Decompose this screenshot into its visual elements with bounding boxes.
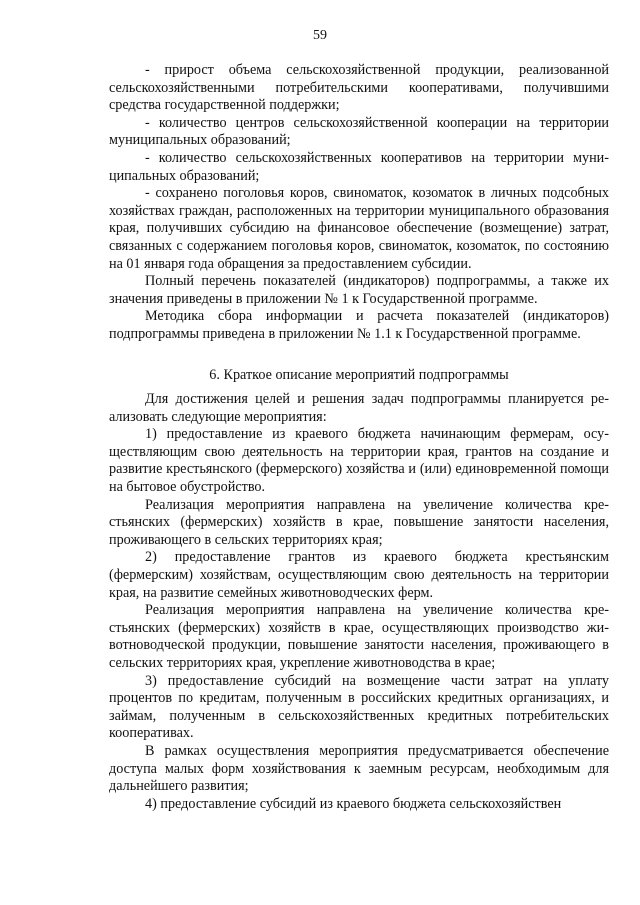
indicator-paragraph: - прирост объема сельскохозяйственной продукции, реализованной сельскохозяйственными потребительскими кооперативами, получившими средства государственной поддержки; — [109, 62, 609, 114]
measure-paragraph: 2) предоставление грантов из краевого бюджета крестьянским (фермерским) хозяйствам, осуществляющим свою деятельность на территории края, на развитие семейных животноводческих ферм. — [109, 549, 609, 601]
body-paragraph: Для достижения целей и решения задач подпрограммы планируется реализовать следующие мероприятия: — [109, 391, 609, 425]
indicator-paragraph: - количество сельскохозяйственных кооперативов на территории муниципальных образований; — [109, 149, 609, 184]
measure-paragraph: 1) предоставление из краевого бюджета начинающим фермерам, осуществляющим свою деятельность на территории края, грантов на создание и развитие крестьянского (фермерского) хозяйства и (или) единовременной помощи на бытовое обустройство. — [109, 426, 609, 496]
page-content — [109, 62, 609, 813]
indicator-paragraph: - количество центров сельскохозяйственной кооперации на территории муниципальных образований; — [109, 114, 609, 149]
indicator-paragraph: - сохранено поголовья коров, свиноматок, козоматок в личных подсобных хозяйствах граждан, расположенных на территории муниципального образования края, получивших субсидию на финансовое обеспечение (возмещение) затрат, связанных с содержанием поголовья коров, свиноматок, козоматок, по состоянию на 01 января года обращения за предоставлением субсидии. — [109, 185, 609, 272]
page-number: 59 — [313, 28, 327, 43]
body-paragraph: Методика сбора информации и расчета показателей (индикаторов) подпрограммы приведена в приложении № 1.1 к Государственной программе. — [109, 308, 609, 342]
measure-paragraph: 4) предоставление субсидий из краевого бюджета сельскохозяйствен — [145, 795, 562, 812]
measure-paragraph: 3) предоставление субсидий на возмещение части затрат на уплату процентов по кредитам, полученным в российских кредитных организациях, и займам, полученным в сельскохозяйственных кредитных потребительских кооперативах. — [109, 672, 609, 742]
section-heading: 6. Краткое описание мероприятий подпрограммы — [209, 366, 509, 383]
body-paragraph: Полный перечень показателей (индикаторов) подпрограммы, а также их значения приведены в приложении № 1 к Государственной программе. — [109, 273, 609, 307]
body-paragraph: Реализация мероприятия направлена на увеличение количества крестьянских (фермерских) хозяйств в крае, осуществляющих производство животноводческой продукции, повышение занятости населения, проживающего в сельских территориях края, укрепление животноводства в крае; — [109, 602, 609, 671]
body-paragraph: В рамках осуществления мероприятия предусматривается обеспечение доступа малых форм хозяйствования к заемным ресурсам, необходимым для дальнейшего развития; — [109, 742, 609, 795]
body-paragraph: Реализация мероприятия направлена на увеличение количества крестьянских (фермерских) хозяйств в крае, повышение занятости населения, проживающего в сельских территориях края; — [109, 496, 609, 548]
